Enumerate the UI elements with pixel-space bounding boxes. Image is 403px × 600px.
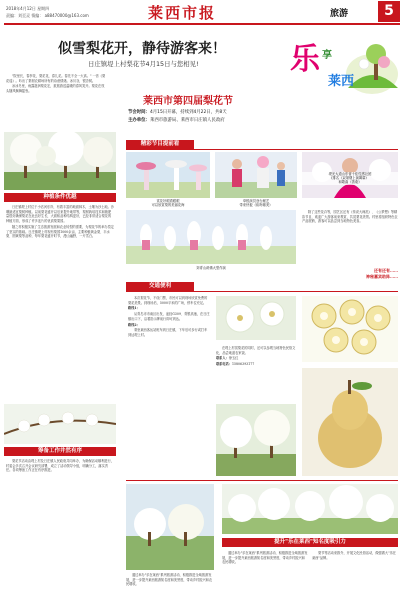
festival-title: 莱西市第四届梨花节 [143,96,233,107]
stage-performance-illustration [126,210,296,264]
pear-fruit-illustration [302,368,398,476]
bottom-text-left [222,551,308,597]
contact-block [216,346,298,400]
pear-flower-photo [216,296,296,340]
bottom-blossom-photo [222,484,398,534]
performers-illustration [215,152,297,198]
sub-headline: 日庄镇堤上村梨花节4月15日与您相见! [88,60,199,68]
prep-header: 筹备工作井然有序 [4,447,116,456]
route1-text: 从青岛市市南区出发，途经G309、青银高速，在日庄镇出口下，沿着指示牌前行即可到达。 [128,312,210,321]
bottom-text-under-photo [126,573,214,597]
highlight-caption-2: 草根演员登台献艺 带来快板《疾吻雄美》 [239,199,273,208]
contact-phone-label: 联系电话： [216,362,232,367]
bottom-header: 提升"乐在莱西"知名度吸引力 [222,538,398,547]
main-headline: 似雪梨花开，静待游客来！ [58,41,226,57]
planting-text [6,205,114,401]
right-column-tail: 还有还有…… 神秘嘉宾助阵…… [366,268,398,279]
traffic-header: 交通便利 [126,282,194,291]
festival-venue-label: 主办单位： [128,118,150,123]
logo-char-le: 乐 [290,42,320,77]
pear-fruit-photo [302,368,398,476]
prep-text [6,459,114,597]
paper-name: 莱西市报 [148,4,217,22]
girls-with-umbrellas-illustration [126,152,210,198]
route2-label: 路线2： [128,322,140,327]
planting-paragraph-2: 随之村积极实施了生态旅游发展和农业转型的需要，为梨花节的举办奠定了坚实的基础。日庄镇堤上村现有梨园1000余亩，主要种植黄金梨、丰水梨、圆黄梨等品种，每年梨花盛开时节，漫山遍野，一片雪白。 [6,224,114,239]
pear-blossom-illustration [4,132,116,190]
pear-slices-photo [302,296,398,362]
highlight-photo-2 [215,152,297,198]
traffic-intro: 本次梨花节，不设门票，市民可以到现场欣赏免费的梨花美景。到现场后，5000平米的广场，停车位充足。 [128,296,208,305]
planting-header: 种植条件优越 [4,193,116,202]
contact-intro: 在堤上村赏梨花的同时，还可以参观当地特色民俗文化，品尝地道农家饭。 [216,346,296,355]
right-column-text [302,210,398,262]
editor-email: a88470000@163.com [44,13,89,18]
masthead-rule [4,23,400,25]
highlights-header: 精彩节目提前看 [126,140,194,149]
traffic-text [128,296,210,476]
highlight-caption-3: 堤光大道山东省十佳性感社团 (排名《双颂烟上演揭幕》 和歌曲《善欢》 [302,172,398,185]
intro-text [6,74,106,132]
bottom-paragraph-right: 梨节等活动来推介，开展文化民俗活动，做强做大"乐在莱西"品牌。 [312,551,396,560]
festival-venue-value: 莱西市旅游局、莱西市日庄镇人民政府 [149,118,225,123]
highlights-rule [126,149,398,150]
contact-phone: 15806393177 [231,362,255,367]
contact-person-label: 联系人： [216,356,229,361]
section-name: 旅游 [330,9,349,19]
bottom-paragraph-under-photo: 通过举办"乐在莱西"系列旅游活动，积极推进全域旅游发展，进一步提升莱西旅游知名度和美誉度，带动乡村振兴和农民增收。 [126,573,213,587]
bottom-scene-photo [126,484,214,570]
page-number: 5 [378,1,400,22]
stage-photo-large [126,210,296,264]
bottom-text-right [312,551,398,597]
prep-paragraph: 梨花节活动由堤上村及日庄镇人民政府共同举办，为确保活动顺利进行，村委会多次召开会议研究部署，成立了活动领导小组，明确分工，落实责任。各项筹备工作正在有序推进。 [6,459,114,473]
route2-text: 乘坐莱西客运站班车到日庄镇，下车后可步行或打车到达堤上村。 [128,328,208,337]
editor-label: 责编：刘至灵 情编： [6,13,44,18]
festival-venue [128,117,225,123]
logo-char-laixi: 莱西 [328,74,355,89]
festival-time [128,109,227,115]
pear-slices-illustration [302,296,398,362]
date-line: 2018年4月12日 星期四 [6,6,50,11]
highlight-photo-1 [126,152,210,198]
festival-time-label: 节会时间： [128,110,150,115]
bottom-blossom-illustration [222,484,398,534]
logo-char-xiang: 享 [322,50,332,61]
route1-label: 路线1： [128,306,140,311]
intro-paragraph-2: 冰冰冬里，雨露滋润梨花宏，抵旅游送温暖的春风笑开。梨花在枝头随风飘舞摇曳。 [6,84,105,93]
highlight-caption-1: 赏花好眼看眼眼 可以欣赏梨的美丽花海 [151,199,185,208]
blossom-branch-illustration [4,404,116,444]
village-scene-illustration [126,484,214,570]
right-column-paragraph: 除了这些花卉等，园艺区还有《传说大师范》、《公梦想》等精彩节目，欢迎广大游客前来观赏，共赏梨花美景。村里将组织特色农产品展销，游客可以品尝到当地特色美食。 [302,210,398,224]
contact-person: 徐玉红 [228,356,239,361]
bottom-rule [126,480,398,481]
intro-paragraph-1: "院里长，春李花，梨花花，春儿花。春先不全一大高。" 一首《梨花谣》。吟出了梨树农耕场所有的诗意情绪。冰川谷，银杏树。 [6,74,106,83]
pear-flower-illustration [216,296,296,340]
planting-paragraph-1: 日庄镇堤上村位于小沽河东岸，有着丰富的地面林木，土壤为沙土地。沙壤最适宜梨树种植。以前梨花盛开以后来提升地带等，梨树栽培技术和施肥量很好确保梨花在此良好生长，大面积品种结构更好，已经非常适合梨花的种植方面，形成了许多连片的优质梨果园。 [6,205,114,224]
festival-time-value: 4月15日开幕，持续到4月22日，共8天 [149,110,227,115]
editor-line [6,13,89,19]
bottom-paragraph-left: 通过举办"乐在莱西"系列旅游活动，积极推进全域旅游发展，进一步提升莱西旅游知名度和美誉度，带动乡村振兴和农民增收。 [222,551,308,565]
blossom-branch-photo [4,404,116,444]
traffic-rule [126,291,398,292]
pear-blossom-photo-left [4,132,116,190]
orchard-illustration [216,404,296,476]
logo-graphic [288,42,400,96]
stage-photo-caption: 刘青山莳佛大型作演 [196,266,226,270]
orchard-photo [216,404,296,476]
